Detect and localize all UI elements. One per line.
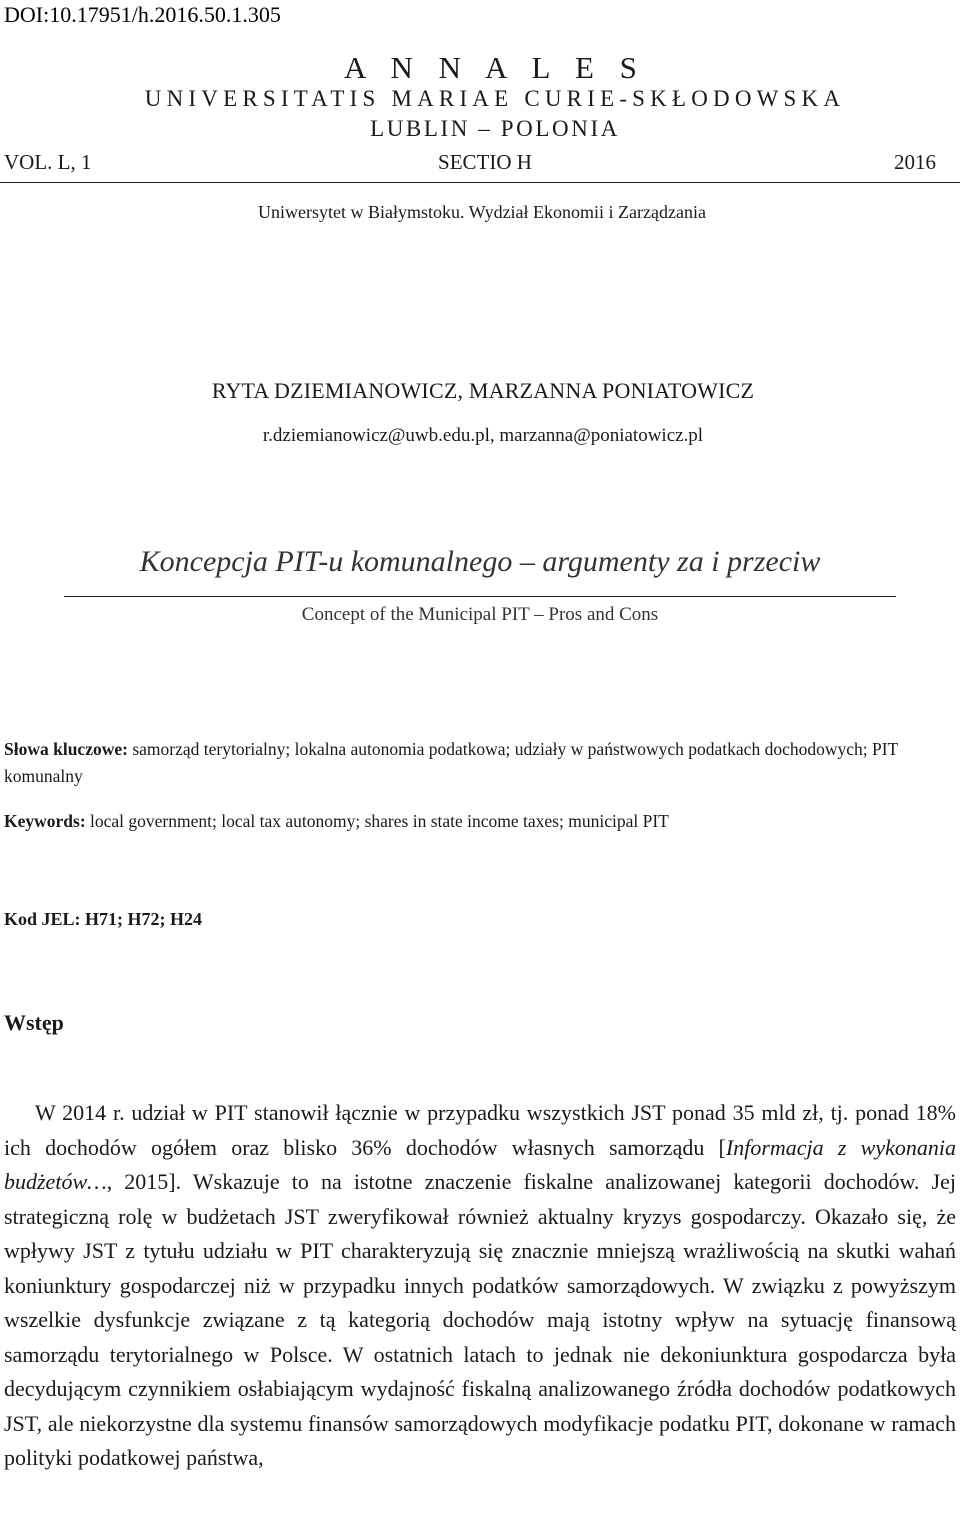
section-label: SECTIO H xyxy=(438,150,532,174)
keywords-en-text: local government; local tax autonomy; shares in state income taxes; municipal PIT xyxy=(85,811,669,831)
jel-codes: Kod JEL: H71; H72; H24 xyxy=(4,909,203,929)
author-emails[interactable]: r.dziemianowicz@uwb.edu.pl, marzanna@poniatowicz.pl xyxy=(262,425,704,446)
article-title-en: Concept of the Municipal PIT – Pros and Cons xyxy=(301,604,659,625)
header-divider xyxy=(0,182,960,183)
title-divider xyxy=(64,596,896,597)
volume-row xyxy=(4,150,936,178)
section-heading: Wstęp xyxy=(4,1010,64,1035)
body-text-part2: , 2015]. Wskazuje to na istotne znaczenie fiskalne analizowanej kategorii dochodów. Jej strategiczną rolę w budżetach JST zweryfikował również aktualny kryzys gospodarczy. Okazało się, że wpływy JST z tytułu udziału w PIT charakteryzują się znacznie mniejszą wrażliwością na skutki wahań koniunktury gospodarczej niż w przypadku innych podatków samorządowych. W związku z powyższym wszelkie dysfunkcje związane z tą kategorią dochodów mają istotny wpływ na sytuację finansową samorządu terytorialnego w Polsce. W ostatnich latach to jednak nie dekoniunktura gospodarcza była decydującym czynnikiem osłabiającym wydajność fiskalną analizowanego źródła dochodów podatkowych JST, ale niekorzystne dla systemu finansów samorządowych modyfikacje podatku PIT, dokonane w ramach polityki podatkowej państwa, xyxy=(4,1169,956,1470)
keywords-en xyxy=(4,808,952,835)
journal-location: LUBLIN – POLONIA xyxy=(370,116,620,141)
body-paragraph xyxy=(4,1096,956,1476)
citation: Informacja z wykonania budżetów… xyxy=(4,1134,956,1194)
journal-university: UNIVERSITATIS MARIAE CURIE-SKŁODOWSKA xyxy=(144,86,846,111)
body-text-part1: W 2014 r. udział w PIT stanowił łącznie w przypadku wszystkich JST ponad 35 mld zł, tj. ponad 18% ich dochodów ogółem oraz blisko 36% dochodów własnych samorządu [ xyxy=(4,1100,956,1160)
keywords-pl-text: samorząd terytorialny; lokalna autonomia podatkowa; udziały w państwowych podatkach dochodowych; PIT komunalny xyxy=(4,739,898,786)
keywords-en-label: Keywords: xyxy=(4,811,86,831)
publication-year: 2016 xyxy=(894,150,936,174)
doi[interactable]: DOI:10.17951/h.2016.50.1.305 xyxy=(4,2,281,27)
keywords-pl xyxy=(4,736,952,790)
volume-number: VOL. L, 1 xyxy=(4,150,92,174)
journal-title: A N N A L E S xyxy=(344,50,646,85)
keywords-pl-label: Słowa kluczowe: xyxy=(4,739,128,759)
affiliation: Uniwersytet w Białymstoku. Wydział Ekonomii i Zarządzania xyxy=(258,202,706,222)
article-title-pl: Koncepcja PIT-u komunalnego – argumenty za i przeciw xyxy=(139,545,821,578)
authors: RYTA DZIEMIANOWICZ, MARZANNA PONIATOWICZ xyxy=(211,378,755,403)
